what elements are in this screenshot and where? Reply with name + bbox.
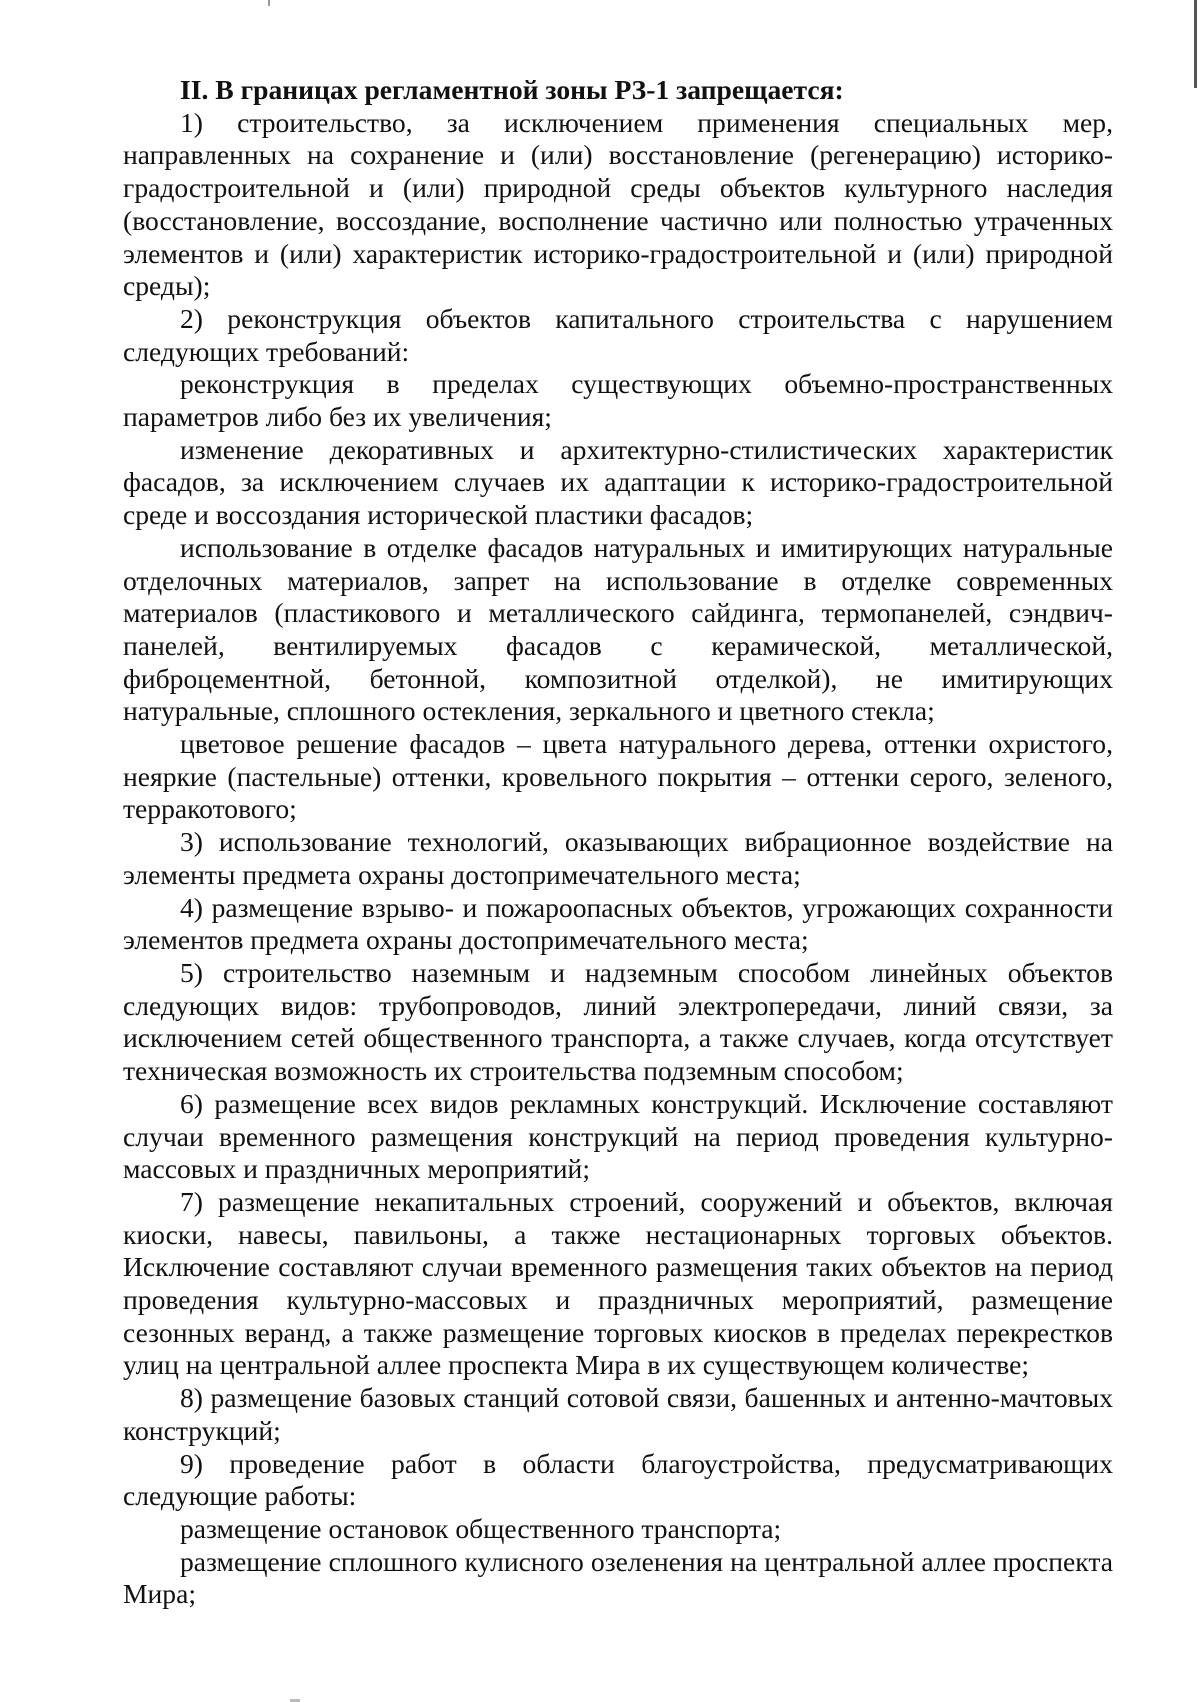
paragraph-subitem-colors: цветовое решение фасадов – цвета натурального дерева, оттенки охристого, неяркие (пастельные) оттенки, кровельного покрытия – оттенки серого, зеленого, терракотового;: [123, 728, 1113, 825]
document-body: [123, 74, 1113, 1611]
paragraph-item-6: 6) размещение всех видов рекламных конструкций. Исключение составляют случаи временного размещения конструкций на период проведения культурно-массовых и праздничных мероприятий;: [123, 1087, 1113, 1185]
paragraph-subitem-stops: размещение остановок общественного транспорта;: [180, 1512, 782, 1544]
scan-artifact-top: [268, 0, 270, 6]
paragraph-item-7: 7) размещение некапитальных строений, сооружений и объектов, включая киоски, навесы, павильоны, а также нестационарных торговых объектов. Исключение составляют случаи временного размещения таких объектов на период проведения культурно-массовых и праздничных мероприятий, размещение сезонных веранд, а также размещение торговых киосков в пределах перекрестков улиц на центральной аллее проспекта Мира в их существующем количестве;: [123, 1185, 1113, 1381]
paragraph-item-8: 8) размещение базовых станций сотовой связи, башенных и антенно-мачтовых конструкций;: [123, 1382, 1113, 1446]
paragraph-item-9: 9) проведение работ в области благоустройства, предусматривающих следующие работы:: [123, 1447, 1113, 1512]
paragraph-item-4: 4) размещение взрыво- и пожароопасных объектов, угрожающих сохранности элементов предмета охраны достопримечательного места;: [123, 891, 1113, 956]
paragraph-subitem-materials: использование в отделке фасадов натуральных и имитирующих натуральные отделочных материалов, запрет на использование в отделке современных материалов (пластикового и металлического сайдинга, термопанелей, сэндвич-панелей, вентилируемых фасадов с керамической, металлической, фиброцементной, бетонной, композитной отделкой), не имитирующих натуральные, сплошного остекления, зеркального и цветного стекла;: [123, 531, 1113, 727]
paragraph-item-3: 3) использование технологий, оказывающих вибрационное воздействие на элементы предмета охраны достопримечательного места;: [123, 826, 1113, 890]
section-heading: II. В границах регламентной зоны РЗ-1 запрещается:: [180, 74, 844, 105]
paragraph-item-5: 5) строительство наземным и надземным способом линейных объектов следующих видов: трубопроводов, линий электропередачи, линий связи, за исключением сетей общественного транспорта, а также случаев, когда отсутствует техническая возможность их строительства подземным способом;: [123, 956, 1113, 1087]
paragraph-item-2: 2) реконструкция объектов капитального строительства с нарушением следующих требований:: [123, 302, 1113, 367]
paragraph-subitem-greenery: размещение сплошного кулисного озеленения на центральной аллее проспекта Мира;: [123, 1545, 1113, 1610]
paragraph-item-1: 1) строительство, за исключением применения специальных мер, направленных на сохранение и (или) восстановление (регенерацию) историко-градостроительной и (или) природной среды объектов культурного наследия (восстановление, воссоздание, восполнение частично или полностью утраченных элементов и (или) характеристик историко-градостроительной и (или) природной среды);: [123, 106, 1113, 302]
scan-edge-line: [1194, 0, 1197, 88]
paragraph-subitem-decorative: изменение декоративных и архитектурно-стилистических характеристик фасадов, за исключением случаев их адаптации к историко-градостроительной среде и воссоздания исторической пластики фасадов;: [123, 433, 1113, 531]
paragraph-subitem-reconstruction: реконструкция в пределах существующих объемно-пространственных параметров либо без их увеличения;: [123, 368, 1113, 433]
